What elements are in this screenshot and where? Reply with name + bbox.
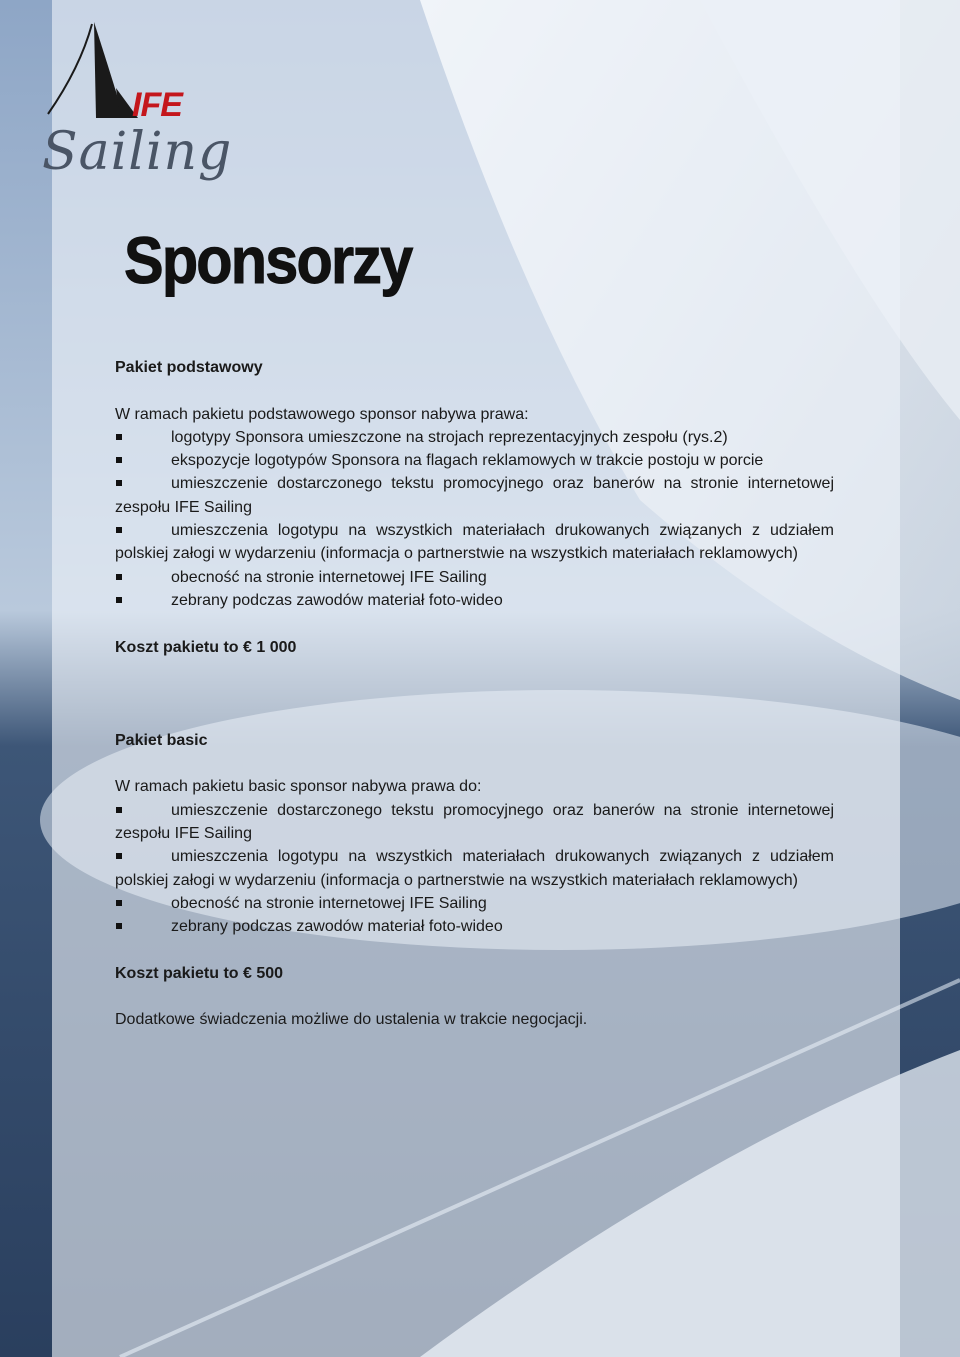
package-cost: Koszt pakietu to € 1 000 <box>115 638 297 656</box>
benefits-list <box>115 426 834 612</box>
list-item: umieszczenie dostarczonego tekstu promocyjnego oraz banerów na stronie internetowej zespołu IFE Sailing <box>115 472 834 519</box>
document-body <box>115 356 834 1032</box>
list-item: obecność na stronie internetowej IFE Sailing <box>115 566 834 589</box>
footer-note: Dodatkowe świadczenia możliwe do ustalenia w trakcie negocjacji. <box>115 1011 588 1029</box>
list-item: umieszczenia logotypu na wszystkich materiałach drukowanych związanych z udziałem polskiej załogi w wydarzeniu (informacja o partnerstwie na wszystkich materiałach reklamowych) <box>115 845 834 892</box>
package-heading: Pakiet basic <box>115 731 208 749</box>
logo-brand-mark: IFE <box>132 86 182 124</box>
benefits-list <box>115 799 834 939</box>
list-item: zebrany podczas zawodów materiał foto-wideo <box>115 915 834 938</box>
list-item: obecność na stronie internetowej IFE Sailing <box>115 892 834 915</box>
package-intro: W ramach pakietu basic sponsor nabywa prawa do: <box>115 778 482 796</box>
list-item: umieszczenia logotypu na wszystkich materiałach drukowanych związanych z udziałem polskiej załogi w wydarzeniu (informacja o partnerstwie na wszystkich materiałach reklamowych) <box>115 519 834 566</box>
list-item: umieszczenie dostarczonego tekstu promocyjnego oraz banerów na stronie internetowej zespołu IFE Sailing <box>115 799 834 846</box>
list-item: ekspozycje logotypów Sponsora na flagach reklamowych w trakcie postoju w porcie <box>115 449 834 472</box>
package-intro: W ramach pakietu podstawowego sponsor nabywa prawa: <box>115 405 529 423</box>
page-title: Sponsorzy <box>124 223 412 297</box>
package-basic <box>115 729 834 985</box>
list-item: zebrany podczas zawodów materiał foto-wideo <box>115 589 834 612</box>
package-cost: Koszt pakietu to € 500 <box>115 964 284 982</box>
logo-script-text: Sailing <box>42 122 233 182</box>
package-basic-full <box>115 356 834 659</box>
list-item: logotypy Sponsora umieszczone na strojach reprezentacyjnych zespołu (rys.2) <box>115 426 834 449</box>
package-heading: Pakiet podstawowy <box>115 359 263 376</box>
ife-sailing-logo <box>20 18 233 193</box>
